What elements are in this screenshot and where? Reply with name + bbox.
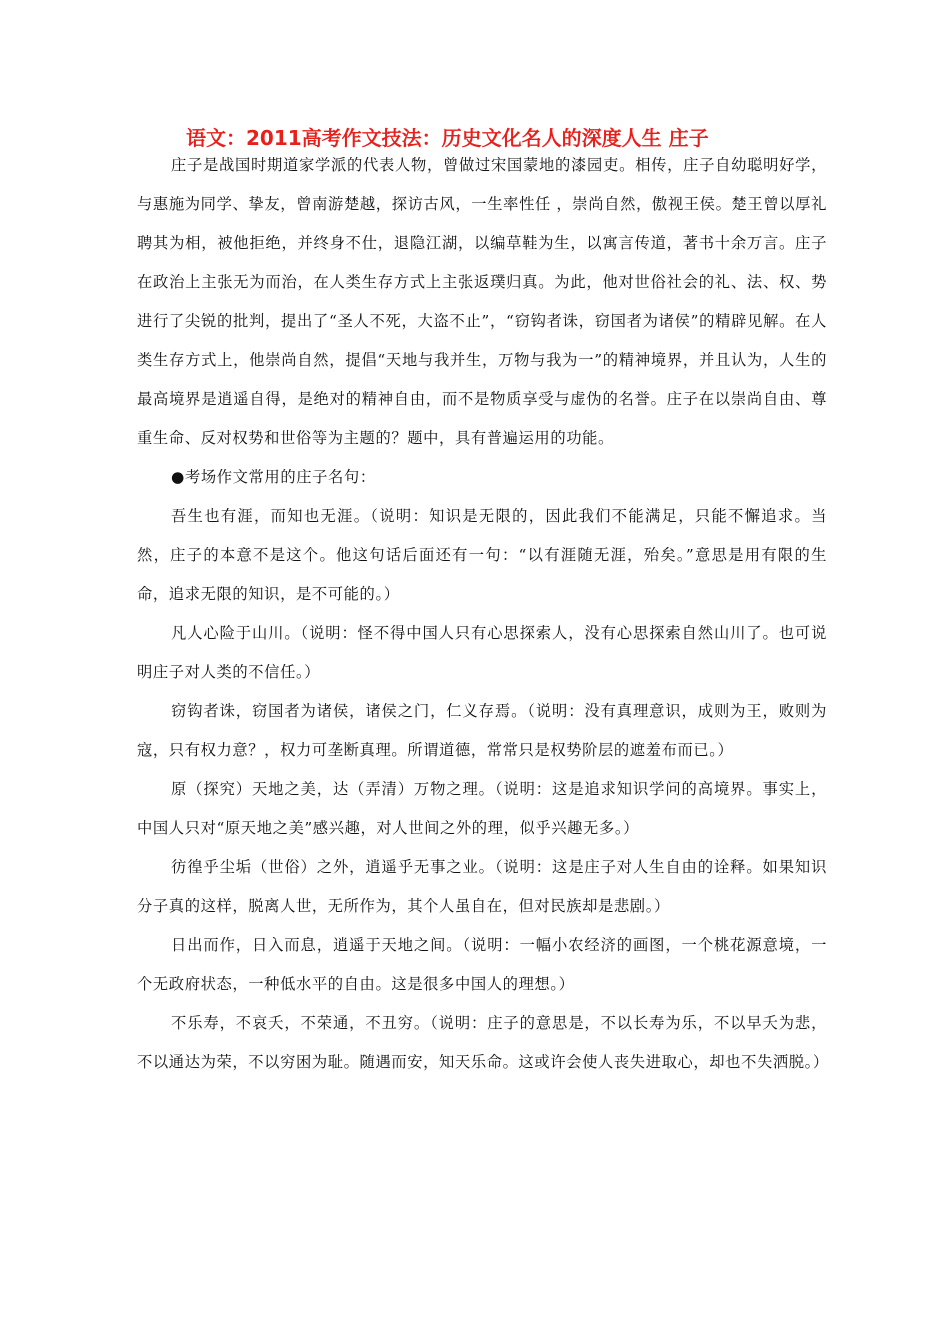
quote-paragraph-7: 不乐寿，不哀夭，不荣通，不丑穷。（说明：庄子的意思是，不以长寿为乐，不以早夭为悲，不以通达为荣，不以穷困为耻。随遇而安，知天乐命。这或许会使人丧失进取心，却也不失洒脱。） xyxy=(137,1014,829,1071)
document-title: 语文：2011高考作文技法：历史文化名人的深度人生 庄子 xyxy=(186,126,709,150)
intro-paragraph: 庄子是战国时期道家学派的代表人物，曾做过宋国蒙地的漆园吏。相传，庄子自幼聪明好学，与惠施为同学、挚友，曾南游楚越，探访古风，一生率性任 ，崇尚自然，傲视王侯。楚王曾以厚礼聘其为相，被他拒绝，并终身不仕，退隐江湖，以编草鞋为生，以寓言传道，著书十余万言。庄子在政治上主张无为而治，在人类生存方式上主张返璞归真。为此，他对世俗社会的礼、法、权、势进行了尖锐的批判，提出了“圣人不死，大盗不止”，“窃钩者诛，窃国者为诸侯”的精辟见解。在人类生存方式上，他崇尚自然，提倡“天地与我并生，万物与我为一”的精神境界，并且认为，人生的最高境界是逍遥自得，是绝对的精神自由，而不是物质享受与虚伪的名誉。庄子在以崇尚自由、尊重生命、反对权势和世俗等为主题的？题中，具有普遍运用的功能。 xyxy=(137,156,827,447)
quote-paragraph-4: 原（探究）天地之美，达（弄清）万物之理。（说明：这是追求知识学问的高境界。事实上，中国人只对“原天地之美”感兴趣，对人世间之外的理，似乎兴趣无多。） xyxy=(137,780,827,837)
quotes-heading: ●考场作文常用的庄子名句： xyxy=(171,468,376,486)
quote-paragraph-5: 彷徨乎尘垢（世俗）之外，逍遥乎无事之业。（说明：这是庄子对人生自由的诠释。如果知识分子真的这样，脱离人世，无所作为，其个人虽自在，但对民族却是悲剧。） xyxy=(137,858,827,915)
document-body xyxy=(137,146,827,1082)
quote-paragraph-2: 凡人心险于山川。（说明：怪不得中国人只有心思探索人，没有心思探索自然山川了。也可说明庄子对人类的不信任。） xyxy=(137,624,827,681)
quote-paragraph-6: 日出而作，日入而息，逍遥于天地之间。（说明：一幅小农经济的画图，一个桃花源意境，一个无政府状态，一种低水平的自由。这是很多中国人的理想。） xyxy=(137,936,827,993)
quote-paragraph-3: 窃钩者诛，窃国者为诸侯，诸侯之门，仁义存焉。（说明：没有真理意识，成则为王，败则为寇，只有权力意？，权力可垄断真理。所谓道德，常常只是权势阶层的遮羞布而已。） xyxy=(137,702,827,759)
quote-paragraph-1: 吾生也有涯，而知也无涯。（说明：知识是无限的，因此我们不能满足，只能不懈追求。当然，庄子的本意不是这个。他这句话后面还有一句：“以有涯随无涯，殆矣。”意思是用有限的生命，追求无限的知识，是不可能的。） xyxy=(137,507,827,603)
